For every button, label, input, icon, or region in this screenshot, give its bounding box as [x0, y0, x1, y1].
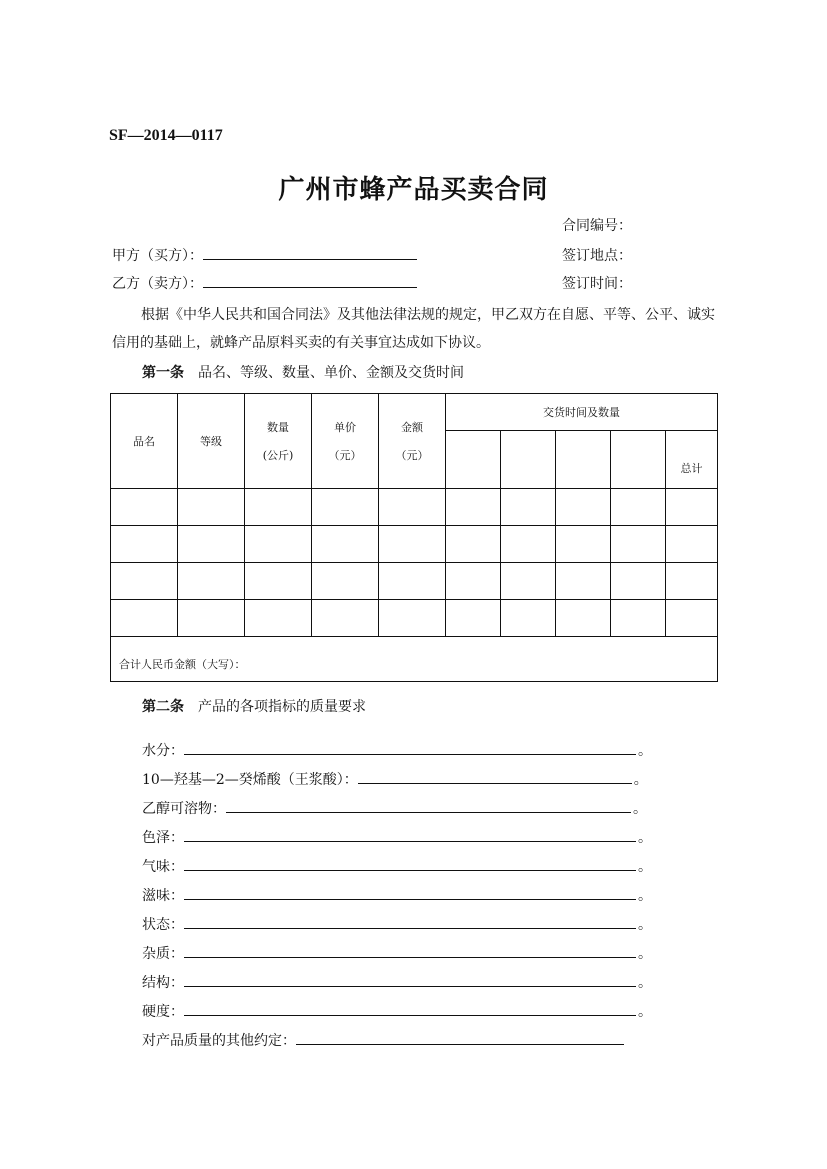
party-a-row — [112, 245, 417, 265]
article2-number: 第二条 — [142, 699, 184, 715]
quality-item-moisture — [142, 739, 652, 760]
delivery-col-2[interactable] — [501, 431, 556, 489]
preamble-paragraph: 根据《中华人民共和国合同法》及其他法律法规的规定，甲乙双方在自愿、平等、公平、诚实信用的基础上，就蜂产品原料买卖的有关事宜达成如下协议。 — [112, 307, 715, 351]
period-mark: 。 — [638, 917, 652, 933]
period-mark: 。 — [638, 743, 652, 759]
header-amount-label: 金额 — [401, 421, 423, 434]
header-amount — [379, 394, 446, 489]
delivery-col-4[interactable] — [611, 431, 666, 489]
table-cell[interactable] — [556, 489, 611, 526]
table-cell[interactable] — [312, 526, 379, 563]
party-a-field[interactable] — [203, 245, 417, 260]
quality-item-hardness — [142, 1000, 652, 1021]
article1-title: 品名、等级、数量、单价、金额及交货时间 — [198, 365, 464, 381]
table-cell[interactable] — [666, 600, 718, 637]
quality-item-odor — [142, 855, 652, 876]
document-code: SF—2014—0117 — [109, 127, 223, 144]
table-cell[interactable] — [611, 489, 666, 526]
table-cell[interactable] — [501, 526, 556, 563]
quality-field[interactable] — [358, 768, 632, 784]
table-row — [111, 563, 718, 600]
header-unit-price-unit: （元） — [328, 449, 362, 462]
quality-field[interactable] — [184, 884, 636, 900]
quality-item-state — [142, 913, 652, 934]
period-mark: 。 — [638, 830, 652, 846]
table-cell[interactable] — [501, 489, 556, 526]
sign-place-label: 签订地点： — [562, 248, 632, 264]
table-cell[interactable] — [611, 600, 666, 637]
table-cell[interactable] — [111, 600, 178, 637]
article2-title: 产品的各项指标的质量要求 — [198, 699, 366, 715]
table-cell[interactable] — [446, 526, 501, 563]
table-cell[interactable] — [245, 600, 312, 637]
period-mark: 。 — [633, 801, 647, 817]
quality-field[interactable] — [184, 1000, 636, 1016]
table-cell[interactable] — [446, 489, 501, 526]
total-amount-words[interactable]: 合计人民币金额（大写）： — [111, 637, 718, 682]
quality-field[interactable] — [184, 942, 636, 958]
quality-item-impurity — [142, 942, 652, 963]
quality-label: 对产品质量的其他约定： — [142, 1033, 296, 1049]
header-total: 总计 — [666, 431, 718, 489]
table-cell[interactable] — [446, 600, 501, 637]
contract-title: 广州市蜂产品买卖合同 — [278, 175, 549, 205]
article2-heading — [142, 696, 366, 716]
table-cell[interactable] — [611, 563, 666, 600]
table-cell[interactable] — [245, 563, 312, 600]
party-b-row — [112, 273, 417, 293]
quality-label: 滋味： — [142, 888, 184, 904]
period-mark: 。 — [638, 975, 652, 991]
table-cell[interactable] — [556, 600, 611, 637]
table-cell[interactable] — [312, 489, 379, 526]
table-row — [111, 600, 718, 637]
header-grade: 等级 — [178, 394, 245, 489]
quality-label: 10—羟基—2—癸烯酸（王浆酸）： — [142, 772, 358, 788]
table-cell[interactable] — [245, 526, 312, 563]
party-a-label: 甲方（买方）： — [112, 248, 203, 264]
period-mark: 。 — [638, 1004, 652, 1020]
quality-field[interactable] — [226, 797, 631, 813]
table-cell[interactable] — [178, 563, 245, 600]
table-cell[interactable] — [611, 526, 666, 563]
header-unit-price — [312, 394, 379, 489]
table-cell[interactable] — [446, 563, 501, 600]
table-cell[interactable] — [556, 563, 611, 600]
quality-label: 状态： — [142, 917, 184, 933]
table-cell[interactable] — [666, 563, 718, 600]
quality-label: 杂质： — [142, 946, 184, 962]
quality-item-other — [142, 1029, 624, 1050]
period-mark: 。 — [633, 772, 648, 788]
party-b-label: 乙方（卖方）： — [112, 276, 203, 292]
contract-no-label: 合同编号： — [562, 218, 632, 234]
period-mark: 。 — [638, 859, 652, 875]
header-amount-unit: （元） — [395, 449, 429, 462]
header-quantity-unit: (公斤) — [262, 449, 294, 462]
delivery-col-1[interactable] — [446, 431, 501, 489]
quality-field[interactable] — [184, 913, 636, 929]
table-cell[interactable] — [379, 600, 446, 637]
quality-field[interactable] — [184, 826, 636, 842]
table-cell[interactable] — [666, 489, 718, 526]
quality-label: 结构： — [142, 975, 184, 991]
table-cell[interactable] — [312, 563, 379, 600]
table-cell[interactable] — [111, 526, 178, 563]
table-cell[interactable] — [111, 563, 178, 600]
article1-number: 第一条 — [142, 365, 184, 381]
header-unit-price-label: 单价 — [334, 421, 356, 434]
quality-field[interactable] — [184, 855, 636, 871]
delivery-col-3[interactable] — [556, 431, 611, 489]
quality-field[interactable] — [296, 1029, 624, 1045]
quality-field[interactable] — [184, 971, 636, 987]
quality-label: 色泽： — [142, 830, 184, 846]
table-cell[interactable] — [312, 600, 379, 637]
table-cell[interactable] — [178, 489, 245, 526]
table-cell[interactable] — [666, 526, 718, 563]
quality-item-10hda — [142, 768, 648, 789]
header-delivery: 交货时间及数量 — [446, 394, 718, 431]
header-quantity-label: 数量 — [267, 421, 289, 434]
header-name: 品名 — [111, 394, 178, 489]
quality-label: 气味： — [142, 859, 184, 875]
table-cell[interactable] — [111, 489, 178, 526]
quality-item-ethanol-soluble — [142, 797, 647, 818]
quality-field[interactable] — [184, 739, 636, 755]
quality-item-structure — [142, 971, 652, 992]
quality-label: 水分： — [142, 743, 184, 759]
table-cell[interactable] — [501, 563, 556, 600]
table-cell[interactable] — [379, 563, 446, 600]
quality-item-taste — [142, 884, 652, 905]
period-mark: 。 — [638, 888, 652, 904]
table-cell[interactable] — [178, 600, 245, 637]
quality-label: 乙醇可溶物： — [142, 801, 226, 817]
table-cell[interactable] — [379, 489, 446, 526]
party-b-field[interactable] — [203, 273, 417, 288]
header-quantity — [245, 394, 312, 489]
table-cell[interactable] — [245, 489, 312, 526]
table-cell[interactable] — [178, 526, 245, 563]
period-mark: 。 — [638, 946, 652, 962]
quality-label: 硬度： — [142, 1004, 184, 1020]
article1-heading — [142, 362, 464, 382]
sign-time-label: 签订时间： — [562, 276, 632, 292]
quality-item-color — [142, 826, 652, 847]
table-cell[interactable] — [501, 600, 556, 637]
table-row — [111, 489, 718, 526]
table-row — [111, 526, 718, 563]
product-table — [110, 393, 718, 682]
table-cell[interactable] — [556, 526, 611, 563]
table-cell[interactable] — [379, 526, 446, 563]
